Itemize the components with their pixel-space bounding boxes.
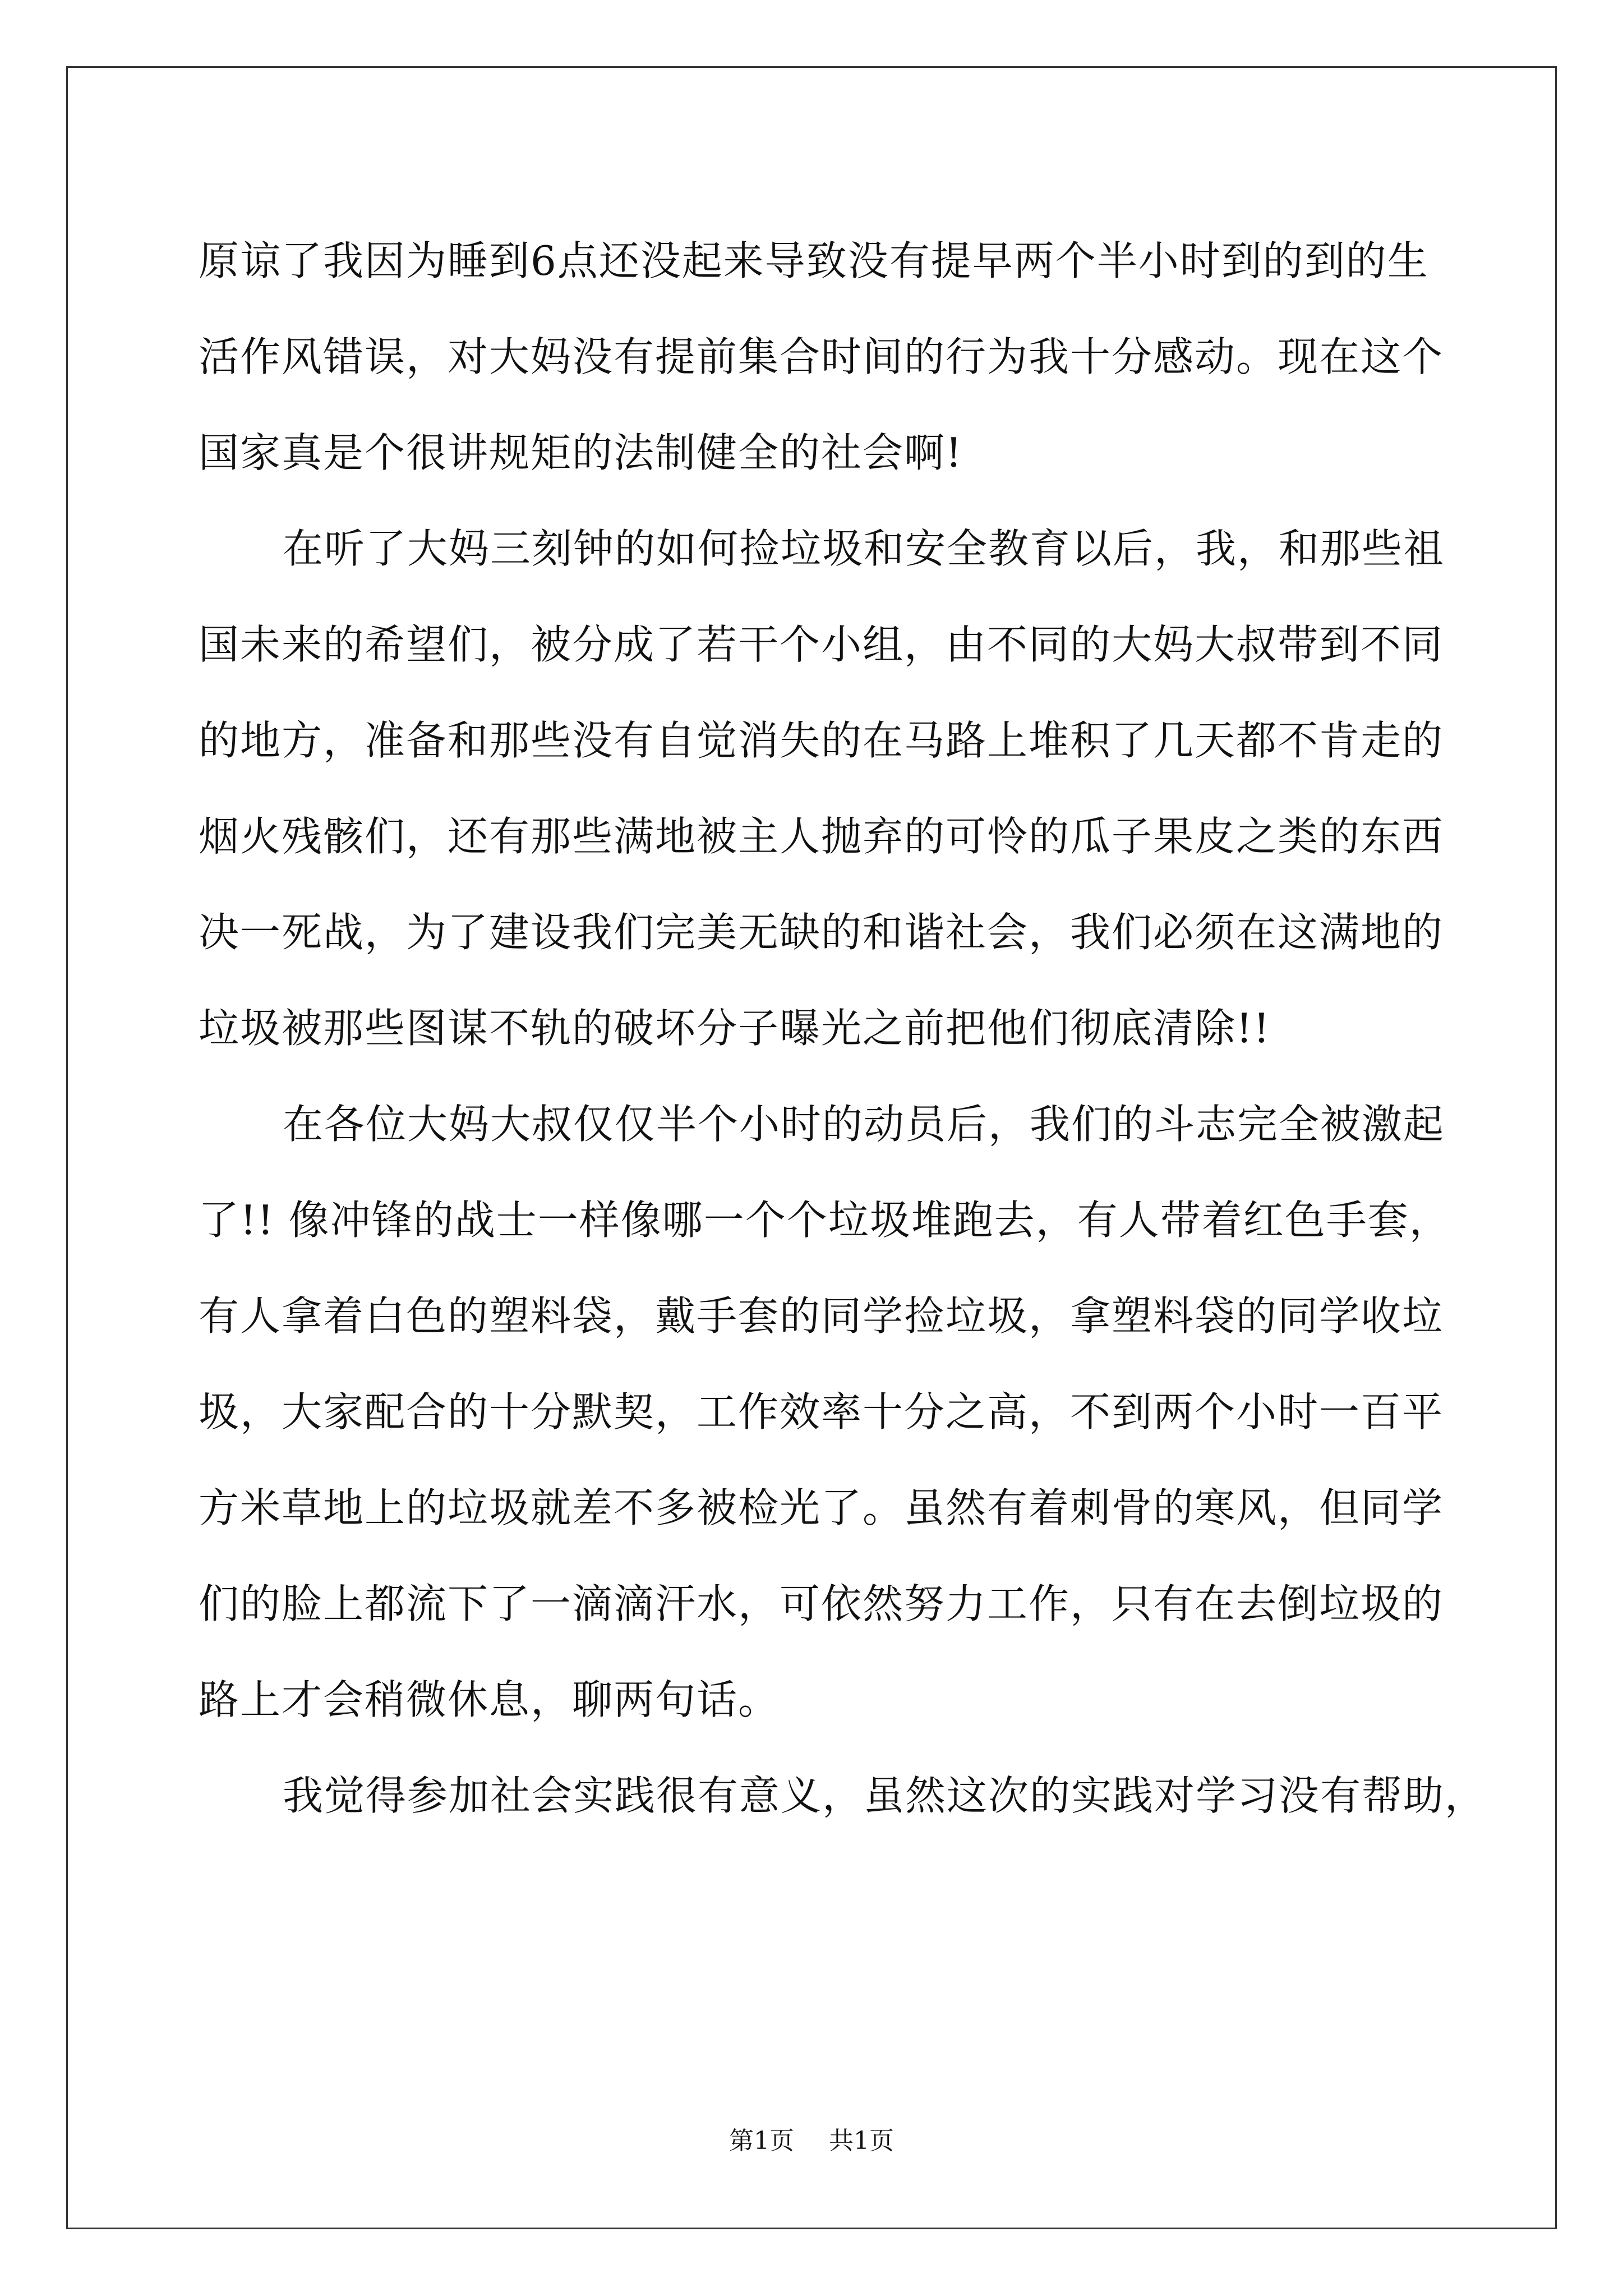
text-line: 国未来的希望们，被分成了若干个小组，由不同的大妈大叔带到不同 bbox=[199, 621, 1444, 668]
text-line: 们的脸上都流下了一滴滴汗水，可依然努力工作，只有在去倒垃圾的 bbox=[199, 1580, 1444, 1627]
text-line: 方米草地上的垃圾就差不多被检光了。虽然有着刺骨的寒风，但同学 bbox=[199, 1484, 1444, 1531]
page-total: 共1页 bbox=[829, 2127, 894, 2155]
text-line: 垃圾被那些图谋不轨的破坏分子曝光之前把他们彻底清除!! bbox=[199, 1005, 1271, 1052]
text-line: 了!! 像冲锋的战士一样像哪一个个垃圾堆跑去，有人带着红色手套， bbox=[199, 1197, 1451, 1244]
page-footer bbox=[0, 2120, 1623, 2156]
document-body bbox=[199, 213, 1487, 1844]
text-line: 的地方，准备和那些没有自觉消失的在马路上堆积了几天都不肯走的 bbox=[199, 717, 1444, 764]
text-line: 路上才会稍微休息，聊两句话。 bbox=[199, 1676, 780, 1723]
text-line: 决一死战，为了建设我们完美无缺的和谐社会，我们必须在这满地的 bbox=[199, 909, 1444, 956]
text-line: 原谅了我因为睡到6点还没起来导致没有提早两个半小时到的到的生 bbox=[199, 237, 1429, 284]
text-line: 我觉得参加社会实践很有意义，虽然这次的实践对学习没有帮助， bbox=[283, 1772, 1487, 1819]
text-line: 烟火残骸们，还有那些满地被主人抛弃的可怜的瓜子果皮之类的东西 bbox=[199, 813, 1444, 860]
page-number: 第1页 bbox=[729, 2127, 794, 2155]
text-line: 国家真是个很讲规矩的法制健全的社会啊! bbox=[199, 429, 963, 476]
text-line: 活作风错误，对大妈没有提前集合时间的行为我十分感动。现在这个 bbox=[199, 333, 1444, 380]
text-line: 在听了大妈三刻钟的如何捡垃圾和安全教育以后，我，和那些祖 bbox=[283, 525, 1445, 572]
text-line: 在各位大妈大叔仅仅半个小时的动员后，我们的斗志完全被激起 bbox=[283, 1101, 1445, 1148]
text-line: 有人拿着白色的塑料袋，戴手套的同学捡垃圾，拿塑料袋的同学收垃 bbox=[199, 1292, 1444, 1340]
text-line: 圾，大家配合的十分默契，工作效率十分之高，不到两个小时一百平 bbox=[199, 1388, 1444, 1435]
